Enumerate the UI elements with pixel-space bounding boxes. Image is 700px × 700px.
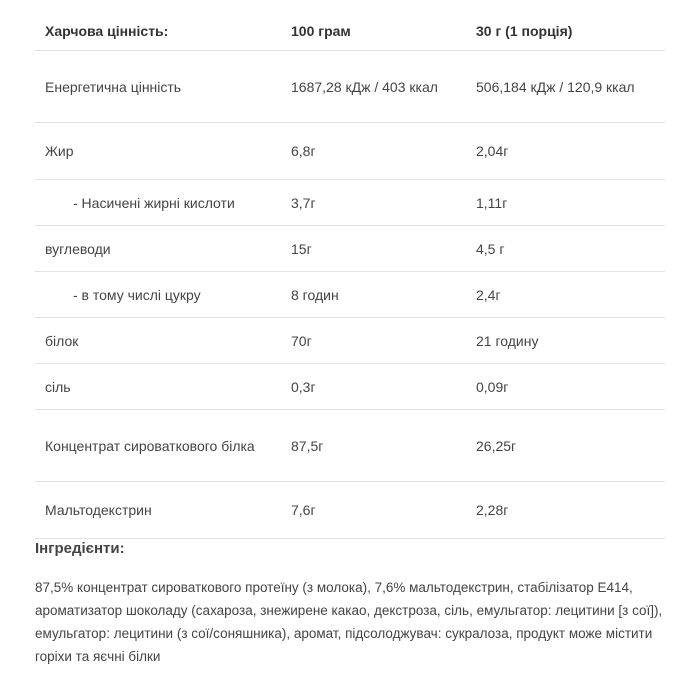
row-per100: 7,6г bbox=[281, 482, 466, 539]
row-serving: 2,4г bbox=[466, 272, 665, 318]
row-name: білок bbox=[35, 318, 281, 364]
table-row bbox=[35, 180, 665, 226]
row-serving: 0,09г bbox=[466, 364, 665, 410]
row-name: Енергетична цінність bbox=[35, 51, 281, 123]
table-header-row bbox=[35, 12, 665, 51]
table-row bbox=[35, 482, 665, 539]
row-per100: 6,8г bbox=[281, 123, 466, 180]
header-per-serving: 30 г (1 порція) bbox=[466, 12, 665, 51]
row-name: - Насичені жирні кислоти bbox=[73, 194, 235, 211]
row-serving: 21 годину bbox=[466, 318, 665, 364]
row-name-cell bbox=[35, 272, 281, 318]
row-serving: 26,25г bbox=[466, 410, 665, 482]
table-row bbox=[35, 318, 665, 364]
row-per100: 1687,28 кДж / 403 ккал bbox=[281, 51, 466, 123]
header-nutrition-value: Харчова цінність: bbox=[35, 12, 281, 51]
ingredients-text: 87,5% концентрат сироваткового протеїну (з молока), 7,6% мальтодекстрин, стабілізатор E414, ароматизатор шоколаду (сахароза, знежирене какао, декстроза, сіль, емульгатор: лецитини [з сої]), емульгатор: лецитини (з сої/соняшника), аромат, підсолоджувач: сукралоза, продукт може містити горіхи та яєчні білки bbox=[35, 580, 663, 664]
row-serving: 506,184 кДж / 120,9 ккал bbox=[466, 51, 665, 123]
table-row bbox=[35, 364, 665, 410]
row-name: вуглеводи bbox=[35, 226, 281, 272]
row-per100: 0,3г bbox=[281, 364, 466, 410]
row-name: Концентрат сироваткового білка bbox=[35, 410, 281, 482]
row-per100: 15г bbox=[281, 226, 466, 272]
row-per100: 8 годин bbox=[281, 272, 466, 318]
row-serving: 4,5 г bbox=[466, 226, 665, 272]
row-serving: 1,11г bbox=[466, 180, 665, 226]
nutrition-table bbox=[35, 12, 665, 539]
row-name: Мальтодекстрин bbox=[35, 482, 281, 539]
table-row bbox=[35, 123, 665, 180]
row-name: - в тому числі цукру bbox=[73, 286, 201, 303]
row-name: Жир bbox=[35, 123, 281, 180]
table-row bbox=[35, 272, 665, 318]
row-name: сіль bbox=[35, 364, 281, 410]
table-row bbox=[35, 410, 665, 482]
table-row bbox=[35, 51, 665, 123]
row-name-cell bbox=[35, 180, 281, 226]
header-per-100g: 100 грам bbox=[281, 12, 466, 51]
row-serving: 2,04г bbox=[466, 123, 665, 180]
row-per100: 3,7г bbox=[281, 180, 466, 226]
row-per100: 70г bbox=[281, 318, 466, 364]
row-serving: 2,28г bbox=[466, 482, 665, 539]
ingredients-title: Інгредієнти: bbox=[35, 540, 125, 557]
row-per100: 87,5г bbox=[281, 410, 466, 482]
table-row bbox=[35, 226, 665, 272]
